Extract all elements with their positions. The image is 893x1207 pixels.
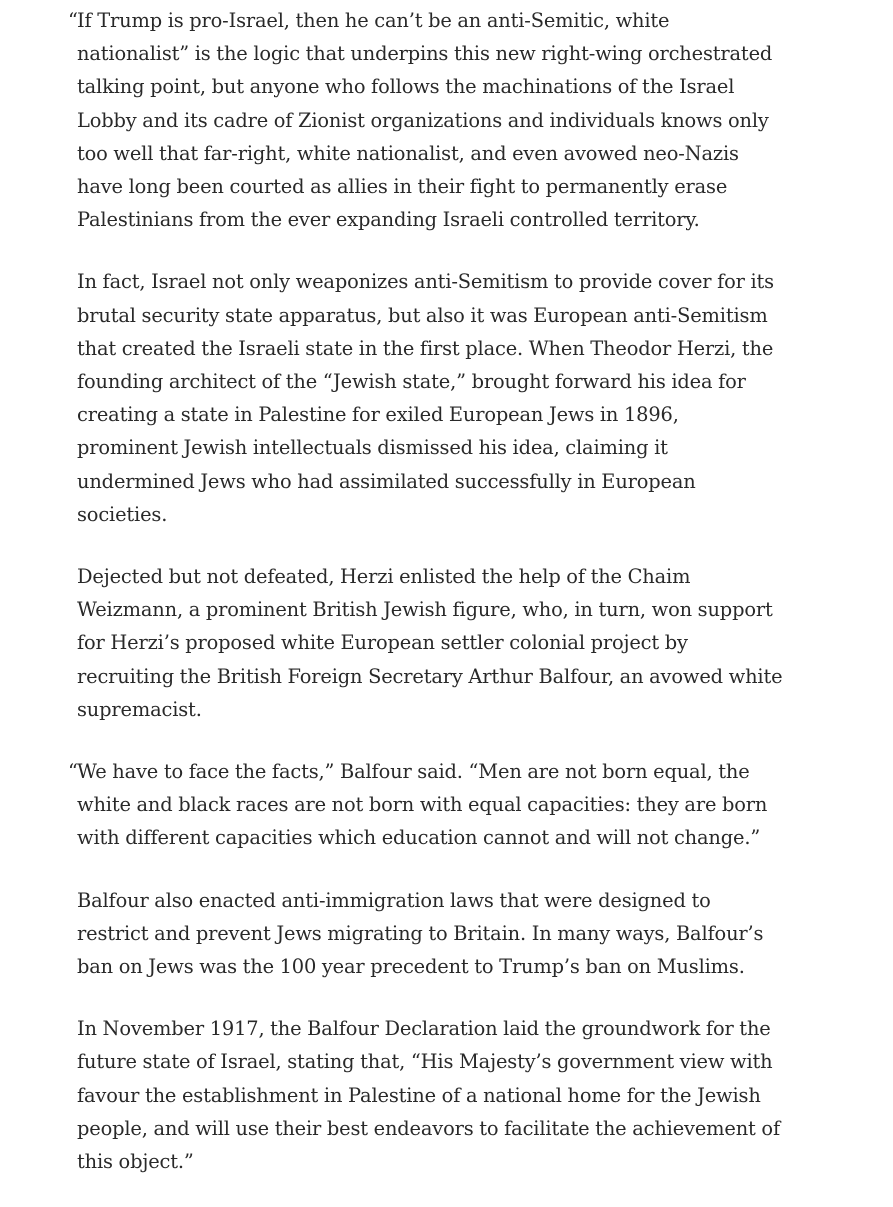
paragraph-israel-anti-semitism [77,265,785,531]
opening-quote-mark: “ [68,760,78,784]
paragraph-balfour-quote [68,755,785,855]
paragraph-text: In fact, Israel not only weaponizes anti-Semitism to provide cover for its brutal security state apparatus, but also it was European anti-Semitism that created the Israeli state in the first place. When Theodor Herzi, the founding architect of the “Jewish state,” brought forward his idea for creating a state in Palestine for exiled European Jews in 1896, prominent Jewish intellectuals dismissed his idea, claiming it undermined Jews who had assimilated successfully in European societies. [77,270,774,526]
paragraph-herzi-weizmann [77,560,785,726]
paragraph-text: Dejected but not defeated, Herzi enlisted the help of the Chaim Weizmann, a prominent British Jewish figure, who, in turn, won support for Herzi’s proposed white European settler colonial project by recruiting the British Foreign Secretary Arthur Balfour, an avowed white supremacist. [77,565,783,721]
paragraph-text: In November 1917, the Balfour Declaration laid the groundwork for the future state of Israel, stating that, “His Majesty’s government view with favour the establishment in Palestine of a national home for the Jewish people, and will use their best endeavors to facilitate the achievement of this object.” [77,1017,780,1174]
opening-quote-mark: “ [68,9,78,32]
article-body [68,4,785,1207]
paragraph-trump-pro-israel [68,4,785,236]
paragraph-text: Balfour also enacted anti-immigration laws that were designed to restrict and prevent Jews migrating to Britain. In many ways, Balfour’s ban on Jews was the 100 year precedent to Trump’s ban on Muslims. [77,888,764,979]
paragraph-balfour-declaration [77,1012,785,1178]
paragraph-text: If Trump is pro-Israel, then he can’t be an anti-Semitic, white nationalist” is the logic that underpins this new right-wing orchestrated talking point, but anyone who follows the machinations of the Israel Lobby and its cadre of Zionist organizations and individuals knows only too well that far-right, white nationalist, and even avowed neo-Nazis have long been courted as allies in their fight to permanently erase Palestinians from the ever expanding Israeli controlled territory. [77,9,773,232]
paragraph-anti-immigration [77,884,785,984]
paragraph-text: We have to face the facts,” Balfour said. “Men are not born equal, the white and black races are not born with equal capacities: they are born with different capacities which education cannot and will not change.” [77,760,768,850]
